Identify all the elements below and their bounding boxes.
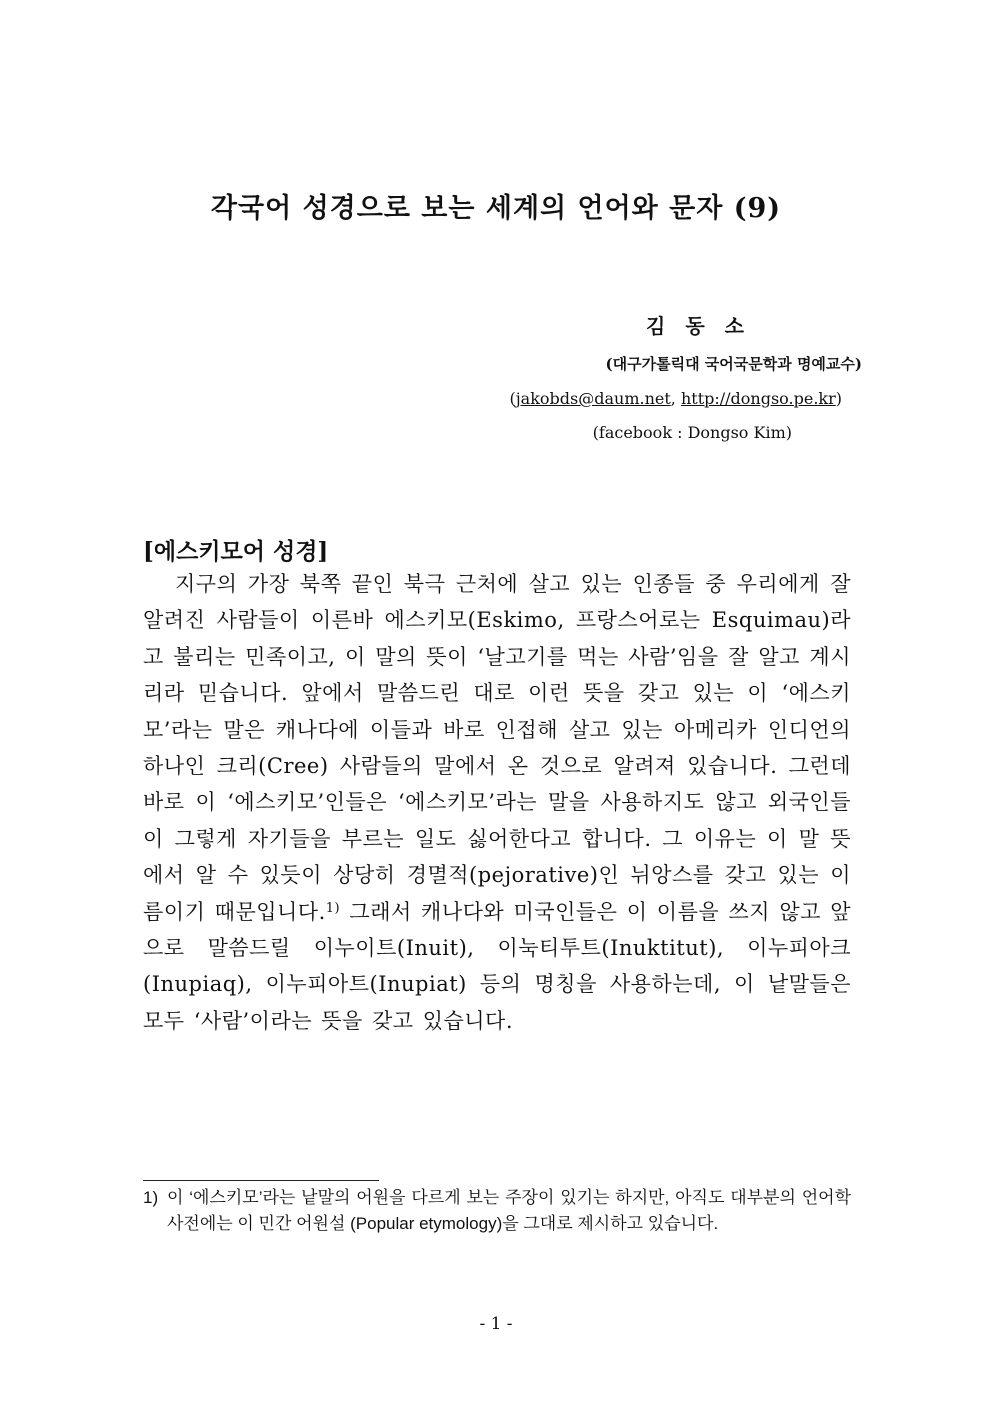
- website-link[interactable]: http://dongso.pe.kr: [680, 389, 836, 408]
- footnote-row: [143, 1185, 851, 1237]
- contact-open-paren: (: [509, 389, 516, 408]
- body-paragraph: [143, 566, 851, 1039]
- section-heading: [에스키모어 성경]: [143, 538, 329, 565]
- document-title: 각국어 성경으로 보는 세계의 언어와 문자 (9): [210, 193, 782, 224]
- contact-close-paren: ): [835, 389, 842, 408]
- author-affiliation: (대구가톨릭대 국어국문학과 명예교수): [605, 355, 862, 373]
- footnote-number: 1): [143, 1188, 159, 1207]
- page-number: - 1 -: [479, 1314, 513, 1334]
- author-facebook: (facebook : Dongso Kim): [592, 423, 792, 442]
- contact-separator: ,: [670, 389, 681, 408]
- footnote-divider: [143, 1180, 379, 1181]
- footnote-reference[interactable]: 1): [325, 900, 341, 916]
- author-contact: [509, 389, 842, 408]
- email-link[interactable]: jakobds@daum.net: [515, 389, 671, 408]
- body-text-part2: 그래서 캐나다와 미국인들은 이 이름을 쓰지 않고 앞으로 말씀드릴 이누이트(Inuit), 이눅티투트(Inuktitut), 이누피아크(Inupiaq), 이누피아트(Inupiat) 등의 명칭을 사용하는데, 이 낱말들은 모두 ‘사람’이라는 뜻을 갖고 있습니다.: [143, 899, 851, 1033]
- footnote: [143, 1185, 851, 1237]
- footnote-text: 이 ‘에스키모’라는 낱말의 어원을 다르게 보는 주장이 있기는 하지만, 아직도 대부분의 언어학 사전에는 이 민간 어원설 (Popular etymology)을 그대로 제시하고 있습니다.: [167, 1188, 851, 1233]
- author-name: 김동소: [646, 314, 764, 338]
- body-text-part1: 지구의 가장 북쪽 끝인 북극 근처에 살고 있는 인종들 중 우리에게 잘 알려진 사람들이 이른바 에스키모(Eskimo, 프랑스어로는 Esquimau)라고 불리는 민족이고, 이 말의 뜻이 ‘날고기를 먹는 사람’임을 잘 알고 계시리라 믿습니다. 앞에서 말씀드린 대로 이런 뜻을 갖고 있는 이 ‘에스키모’라는 말은 캐나다에 이들과 바로 인접해 살고 있는 아메리카 인디언의 하나인 크리(Cree) 사람들의 말에서 온 것으로 알려져 있습니다. 그런데 바로 이 ‘에스키모’인들은 ‘에스키모’라는 말을 사용하지도 않고 외국인들이 그렇게 자기들을 부르는 일도 싫어한다고 합니다. 그 이유는 이 말 뜻에서 알 수 있듯이 상당히 경멸적(pejorative)인 뉘앙스를 갖고 있는 이름이기 때문입니다.: [143, 572, 851, 924]
